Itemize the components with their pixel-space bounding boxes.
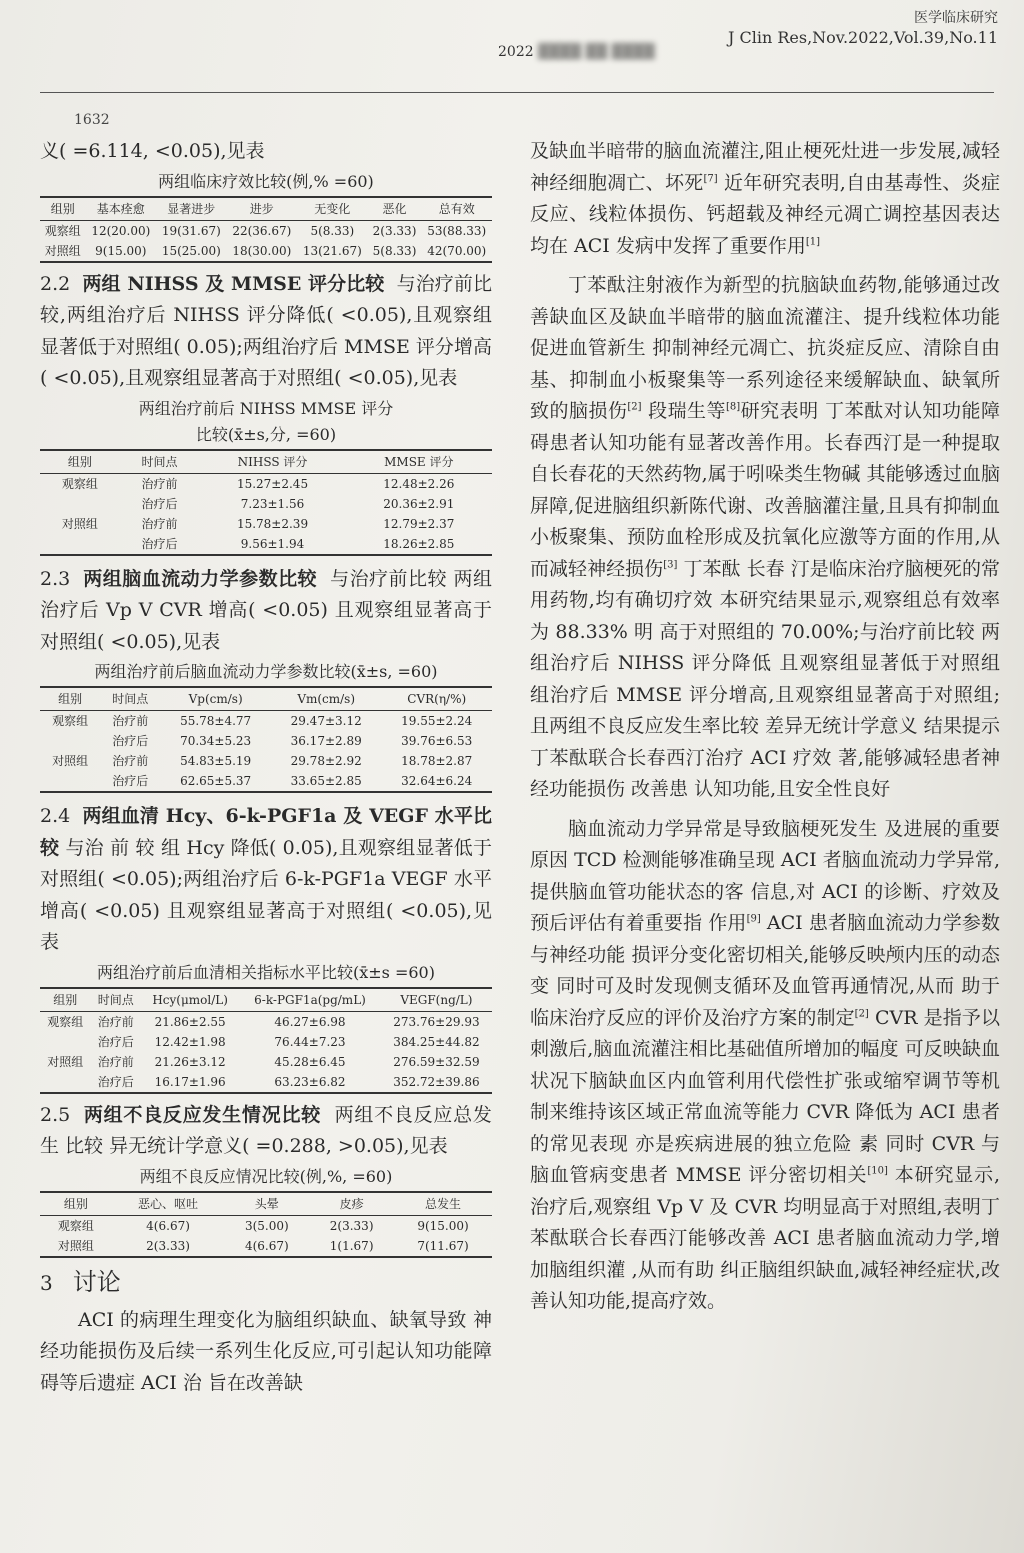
citation-ref: [3] (663, 559, 678, 571)
citation-ref: [1] (805, 236, 821, 248)
cell: 观察组 (61, 476, 98, 491)
cell: 15(25.00) (161, 243, 221, 258)
journal-name-cn: 医学临床研究 (914, 10, 998, 26)
col-header: NIHSS 评分 (199, 450, 345, 474)
col-header: Hcy(μmol/L) (141, 988, 239, 1012)
cell: 观察组 (57, 1218, 94, 1233)
table5-adverse-reactions (40, 1191, 492, 1258)
text: 及缺血半暗带的脑血流灌注,阻止梗死灶进一步发展,减轻神经细胞凋亡、坏死 (530, 140, 1000, 194)
section-text: 与治疗前 (396, 272, 473, 295)
col-header: 时间点 (91, 988, 142, 1012)
table2-nihss-mmse (40, 449, 492, 556)
section-title: 两组血清 Hcy、6-k-PGF1a 及 VEGF 水平比较 (40, 805, 492, 859)
cell: 治疗后 (112, 734, 149, 748)
blurred-header-text: ████ ██ ████ (538, 44, 655, 60)
section-number: 2.4 (40, 805, 71, 827)
text: 研究表明 丁苯酞对认知功能障碍患者认知功能有显著改善作用。长春西汀是一种提取自长春花的天然药物,属于吲哚类生物碱 其能够透过血脑屏障,促进脑组织新陈代谢、改善脑灌注量,且具有抑制血小板聚集、预防血栓形成及抗氧化应激等方面的作用,从而减轻神经损伤 (530, 400, 1000, 580)
table-row (40, 1052, 492, 1072)
cell: 33.65±2.85 (290, 774, 362, 788)
citation-ref: [7] (703, 173, 718, 185)
cell: 对照组 (52, 754, 89, 768)
cell: 3(5.00) (244, 1218, 289, 1233)
table1-caption: 两组临床疗效比较(例,% =60) (158, 171, 374, 191)
citation-ref: [10] (867, 1165, 888, 1177)
col-header: Vp(cm/s) (160, 687, 271, 711)
cell: 384.25±44.82 (393, 1034, 480, 1049)
text: ACI 患者脑血流动力学参数与神经功能 损评分变化密切相关,能够反映颅内压的动态变 同时可及时发现侧支循环及血管再通情况,从而 助于临床治疗反应的评价及治疗方案的制定 (530, 912, 1000, 1029)
cell: 1(1.67) (329, 1238, 374, 1253)
cell: 5(8.33) (310, 223, 355, 238)
section-text: 与治疗前比较 两组治疗后 Vp V CVR 增高( <0.05) 且观察组显著高于对照组( <0.05),见表 (40, 567, 492, 653)
col-header: 时间点 (120, 450, 200, 474)
col-header: CVR(η/%) (381, 687, 492, 711)
cell: 观察组 (52, 714, 89, 728)
col-header: 总有效 (421, 197, 492, 221)
cell: 观察组 (47, 1014, 84, 1029)
table-row (40, 711, 492, 732)
table-row (40, 751, 492, 771)
table1-clinical-efficacy (40, 196, 492, 263)
citation-ref: [2] (627, 401, 642, 413)
table-header-row (40, 1192, 492, 1216)
section-2-4 (40, 801, 492, 959)
table-row (40, 1011, 492, 1032)
table-row (40, 241, 492, 262)
col-header: 时间点 (100, 687, 160, 711)
discussion-paragraph-2 (530, 270, 1000, 806)
discussion-paragraph-1: ACI 的病理生理变化为脑组织缺血、缺氧导致 神经功能损伤及后续一系列生化反应,可引起认知功能障碍等后遗症 ACI 治 旨在改善缺 (40, 1308, 492, 1394)
cell: 对照组 (61, 516, 98, 531)
cell: 15.27±2.45 (236, 476, 309, 491)
cell: 13(21.67) (302, 243, 362, 258)
cell: 22(36.67) (232, 223, 292, 238)
cell: 29.78±2.92 (290, 754, 362, 768)
cell: 54.83±5.19 (180, 754, 252, 768)
journal-citation: J Clin Res,Nov.2022,Vol.39,No.11 (727, 28, 998, 47)
cell: 16.17±1.96 (154, 1074, 226, 1089)
cell (40, 494, 120, 514)
section-number: 3 (40, 1270, 53, 1295)
text: 丁苯酞注射液作为新型的抗脑缺血药物,能够通过改善缺血区及缺血半暗带的脑血流灌注、提升线粒体功能 促进血管新生 抑制神经元凋亡、抗炎症反应、清除自由基、抑制血小板聚集等一系列途径来缓解缺血、缺氧所致的脑损伤 (530, 274, 1000, 422)
cell (40, 731, 100, 751)
cell: 62.65±5.37 (180, 774, 252, 788)
cell: 273.76±29.93 (393, 1014, 480, 1029)
text: 近年研究表明,自由基毒性、炎症反应、线粒体损伤、钙超载及神经元凋亡调控基因表达均在 ACI 发病中发挥了重要作用 (530, 171, 1000, 257)
cell: 对照组 (47, 1054, 84, 1069)
cell: 对照组 (44, 243, 81, 258)
section-number: 2.3 (40, 567, 71, 590)
table4-serum-indices (40, 987, 492, 1094)
col-header: 进步 (227, 197, 298, 221)
table-row (40, 514, 492, 534)
citation-ref: [2] (854, 1008, 869, 1020)
cell: 治疗后 (112, 774, 149, 788)
cell: 39.76±6.53 (401, 734, 473, 748)
cell: 9.56±1.94 (240, 536, 305, 551)
cell: 12.42±1.98 (154, 1034, 226, 1049)
cell: 2(3.33) (146, 1238, 190, 1253)
col-header: 无变化 (297, 197, 368, 221)
col-header: 头晕 (224, 1192, 309, 1216)
section-2-3 (40, 564, 492, 659)
cell: 45.28±6.45 (274, 1054, 346, 1069)
col-header: VEGF(ng/L) (381, 988, 492, 1012)
cell: 46.27±6.98 (274, 1014, 346, 1029)
cell: 治疗前 (112, 714, 149, 728)
section-title: 两组脑血流动力学参数比较 (83, 567, 318, 590)
table-row (40, 1215, 492, 1236)
cell: 36.17±2.89 (290, 734, 362, 748)
table-header-row (40, 988, 492, 1012)
col-header: MMSE 评分 (346, 450, 492, 474)
page-number: 1632 (74, 112, 110, 128)
table2-caption-line1: 两组治疗前后 NIHSS MMSE 评分 (138, 398, 394, 418)
cell: 9(15.00) (95, 243, 147, 258)
cell: 70.34±5.23 (180, 734, 252, 748)
cell: 治疗后 (97, 1074, 134, 1089)
cell: 治疗前 (141, 476, 178, 491)
section-title: 两组不良反应发生情况比较 (83, 1103, 321, 1126)
cell: 18.26±2.85 (383, 536, 455, 551)
cell: 21.26±3.12 (154, 1054, 226, 1069)
cell (40, 1072, 91, 1093)
cell: 12.48±2.26 (383, 476, 455, 491)
cell: 观察组 (44, 223, 81, 238)
cell: 2(3.33) (372, 223, 417, 238)
table3-caption: 两组治疗前后脑血流动力学参数比较(x̄±s, =60) (94, 662, 438, 681)
table-header-row (40, 687, 492, 711)
cell: 20.36±2.91 (383, 496, 455, 511)
cell (40, 1032, 91, 1052)
cell (40, 771, 100, 792)
section-text: 比较,两组治疗后 NIHSS 评分降低( <0.05),且观察组显著低于对照组( 0.05);两组治疗后 MMSE 评分增高( <0.05),且观察组显著高于对照组( <0.05),见表 (40, 272, 492, 389)
col-header: 总发生 (394, 1192, 492, 1216)
col-header: Vm(cm/s) (271, 687, 382, 711)
cell: 42(70.00) (427, 243, 487, 258)
cell: 15.78±2.39 (236, 516, 309, 531)
discussion-paragraph-3 (530, 814, 1000, 1318)
col-header: 组别 (40, 197, 86, 221)
cell: 治疗前 (141, 516, 178, 531)
running-header-right (728, 8, 998, 48)
cell: 9(15.00) (417, 1218, 469, 1233)
table-header-row (40, 450, 492, 474)
cell: 对照组 (57, 1238, 94, 1253)
col-header: 组别 (40, 988, 91, 1012)
section-number: 2.5 (40, 1103, 71, 1126)
cell: 治疗前 (97, 1014, 134, 1029)
cell: 55.78±4.77 (180, 714, 252, 728)
cell: 4(6.67) (146, 1218, 190, 1233)
col-header: 组别 (40, 687, 100, 711)
citation-ref: [9] (746, 913, 761, 925)
section-3-heading (40, 1264, 492, 1301)
cell: 352.72±39.86 (393, 1074, 480, 1089)
right-column (530, 136, 1000, 1318)
table3-hemodynamics (40, 686, 492, 793)
cell: 276.59±32.59 (393, 1054, 480, 1069)
table-row (40, 534, 492, 555)
table-row (40, 1032, 492, 1052)
section-title: 讨论 (72, 1267, 121, 1296)
cell: 2(3.33) (329, 1218, 374, 1233)
results-intro-line: 义( =6.114, <0.05),见表 (40, 140, 265, 162)
table2-caption-line2: 比较(x̄±s,分, =60) (195, 424, 337, 444)
table-row (40, 1072, 492, 1093)
cell: 18(30.00) (232, 243, 292, 258)
cell: 32.64±6.24 (401, 774, 473, 788)
col-header: 组别 (40, 1192, 112, 1216)
cell: 53(88.33) (427, 223, 487, 238)
col-header: 皮疹 (309, 1192, 394, 1216)
table5-caption: 两组不良反应情况比较(例,%, =60) (139, 1166, 393, 1186)
table-row (40, 494, 492, 514)
running-header-year: 2022 ████ ██ ████ (498, 44, 655, 60)
col-header: 组别 (40, 450, 120, 474)
citation-ref: [8] (726, 401, 741, 413)
col-header: 基本痊愈 (86, 197, 157, 221)
cell: 治疗后 (141, 536, 178, 551)
section-text: 两组不良反应 (334, 1103, 454, 1126)
col-header: 显著进步 (156, 197, 227, 221)
cell: 29.47±3.12 (290, 714, 362, 728)
table-row (40, 473, 492, 494)
section-2-2 (40, 269, 492, 395)
table4-caption: 两组治疗前后血清相关指标水平比较(x̄±s =60) (97, 962, 435, 982)
cell: 治疗后 (97, 1034, 134, 1049)
cell: 76.44±7.23 (274, 1034, 346, 1049)
text: 脑血流动力学异常是导致脑梗死发生 及进展的重要原因 TCD 检测能够准确呈现 ACI 者脑血流动力学异常,提供脑血管功能状态的客 信息,对 ACI 的诊断、疗效及预后评估有着重要指 作用 (530, 817, 1000, 934)
discussion-paragraph-continued (530, 136, 1000, 262)
cell: 治疗前 (112, 754, 149, 768)
text: CVR 是指予以刺激后,脑血流灌注相比基础值所增加的幅度 可反映缺血状况下脑缺血区内血管利用代偿性扩张或缩窄调节等机制来维持该区域正常血流等能力 CVR 降低为 ACI 患者的常见表现 亦是疾病进展的独立危险 素 同时 CVR 与脑血管病变患者 MMSE 评分密切相关 (530, 1006, 1000, 1186)
cell: 4(6.67) (244, 1238, 289, 1253)
section-text: 与治 前 较 组 Hcy 降低( 0.05),且观察组显著低于对照组( <0.05);两组治疗后 6-k-PGF1a VEGF 水平增高( <0.05) 且观察组显著高于对照组( <0.05),见表 (40, 836, 492, 953)
table-row (40, 771, 492, 792)
col-header: 恶心、呕吐 (112, 1192, 225, 1216)
section-number: 2.2 (40, 272, 71, 295)
col-header: 恶化 (368, 197, 422, 221)
cell: 63.23±6.82 (274, 1074, 346, 1089)
text: 丁苯酞 长春 汀是临床治疗脑梗死的常用药物,均有确切疗效 本研究结果显示,观察组总有效率为 88.33% 明 高于对照组的 70.00%;与治疗前比较 两组治疗后 NIHSS 评分降低 且观察组显著低于对照组 组治疗后 MMSE 评分增高,且观察组显著高于对照组;且两组不良反应发生率比较 差异无统计学意义 结果提示 丁苯酞联合长春西汀治疗 ACI 疗效 著,能够减轻患者神经功能损伤 改善患 认知功能,且安全性良好 (530, 557, 1000, 800)
table-row (40, 220, 492, 241)
table-row (40, 1236, 492, 1257)
cell: 21.86±2.55 (154, 1014, 226, 1029)
col-header: 6-k-PGF1a(pg/mL) (239, 988, 381, 1012)
cell: 7.23±1.56 (240, 496, 305, 511)
cell (40, 534, 120, 555)
cell: 18.78±2.87 (401, 754, 473, 768)
section-2-5 (40, 1100, 492, 1163)
section-text: 总发生 比较 异无统计学意义( =0.288, >0.05),见表 (40, 1103, 492, 1157)
section-title: 两组 NIHSS 及 MMSE 评分比较 (82, 272, 385, 295)
cell: 5(8.33) (372, 243, 417, 258)
cell: 19(31.67) (161, 223, 221, 238)
left-column (40, 136, 492, 1399)
table-header-row (40, 197, 492, 221)
cell: 19.55±2.24 (401, 714, 473, 728)
cell: 12.79±2.37 (383, 516, 455, 531)
header-rule (40, 92, 994, 93)
cell: 12(20.00) (91, 223, 151, 238)
table-row (40, 731, 492, 751)
text: 段瑞生等 (641, 400, 727, 422)
text: 本研究显示,治疗后,观察组 Vp V 及 CVR 均明显高于对照组,表明丁苯酞联合长春西汀能够改善 ACI 患者脑血流动力学,增加脑组织灌 ,从而有助 纠正脑组织缺血,减轻神经症状,改善认知功能,提高疗效。 (530, 1164, 1000, 1312)
cell: 7(11.67) (417, 1238, 469, 1253)
cell: 治疗前 (97, 1054, 134, 1069)
cell: 治疗后 (141, 496, 178, 511)
